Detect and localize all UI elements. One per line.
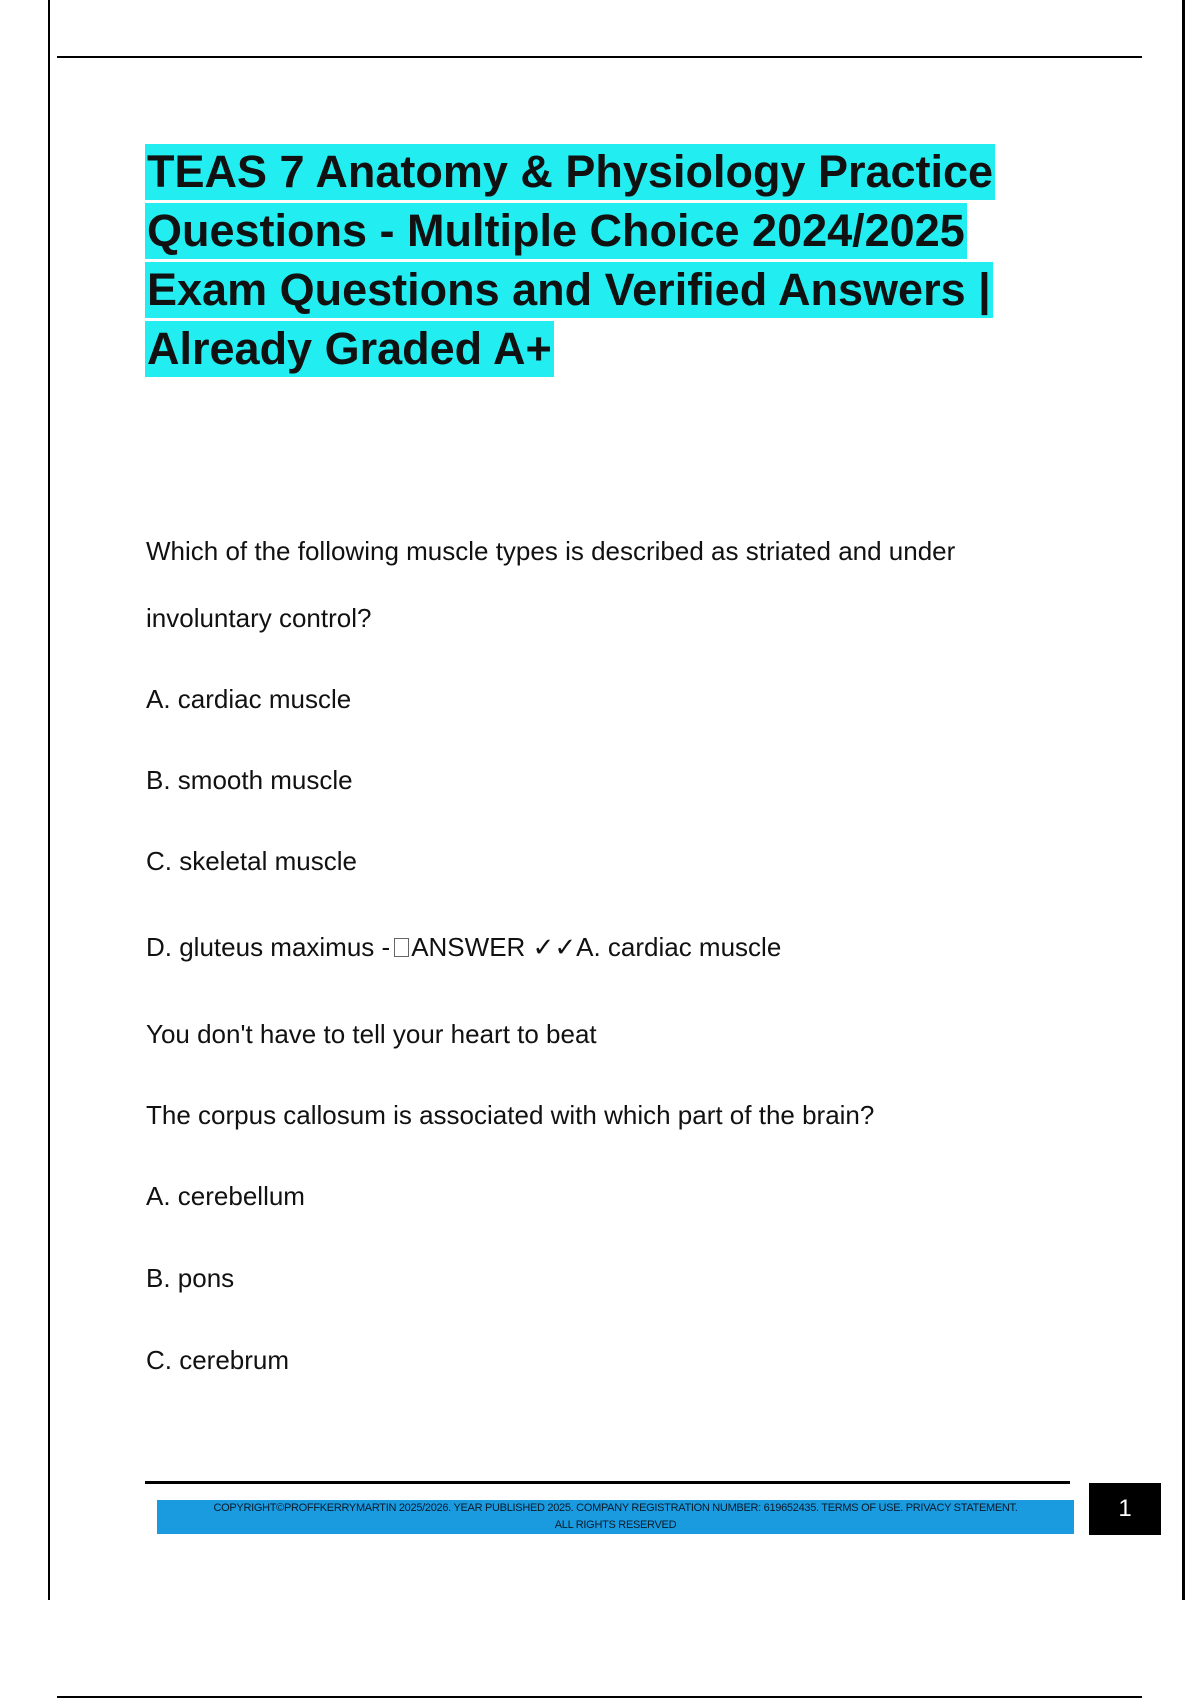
- footer-copyright-bar: [157, 1500, 1074, 1534]
- footer-rule: [145, 1481, 1070, 1484]
- footer-copyright-line2: ALL RIGHTS RESERVED: [554, 1519, 677, 1531]
- question1-option-d: D. gluteus maximus -: [146, 932, 391, 962]
- question1-option-c: C. skeletal muscle: [146, 846, 357, 876]
- question1-answer: ANSWER ✓✓A. cardiac muscle: [411, 932, 782, 962]
- question1-option-a: A. cardiac muscle: [146, 684, 352, 714]
- title-highlight: TEAS 7 Anatomy & Physiology Practice Questions - Multiple Choice 2024/2025 Exam Questions and Verified Answers | Already Graded A+: [145, 144, 995, 377]
- document-title: [145, 142, 1085, 378]
- header-rule: [57, 56, 1142, 58]
- question2-option-b: B. pons: [146, 1263, 235, 1293]
- question1-option-d-line: [146, 932, 781, 963]
- question1-text-line2: involuntary control?: [146, 603, 372, 633]
- question2-text: The corpus callosum is associated with which part of the brain?: [146, 1100, 875, 1130]
- question1-option-b: B. smooth muscle: [146, 765, 353, 795]
- question1-text-line1: Which of the following muscle types is described as striated and under: [146, 536, 956, 566]
- footer-copyright-line1: COPYRIGHT©PROFFKERRYMARTIN 2025/2026. YEAR PUBLISHED 2025. COMPANY REGISTRATION NUMBER: 619652435. TERMS OF USE. PRIVACY STATEMENT.: [213, 1502, 1018, 1514]
- next-page-rule: [57, 1696, 1142, 1698]
- question1-rationale: You don't have to tell your heart to beat: [146, 1019, 597, 1049]
- checkbox-glyph-icon: [394, 938, 409, 957]
- page-number: 1: [1089, 1483, 1161, 1535]
- question2-option-c: C. cerebrum: [146, 1345, 290, 1375]
- question2-option-a: A. cerebellum: [146, 1181, 305, 1211]
- page-left-border: [48, 0, 50, 1600]
- page-right-border: [1182, 0, 1185, 1600]
